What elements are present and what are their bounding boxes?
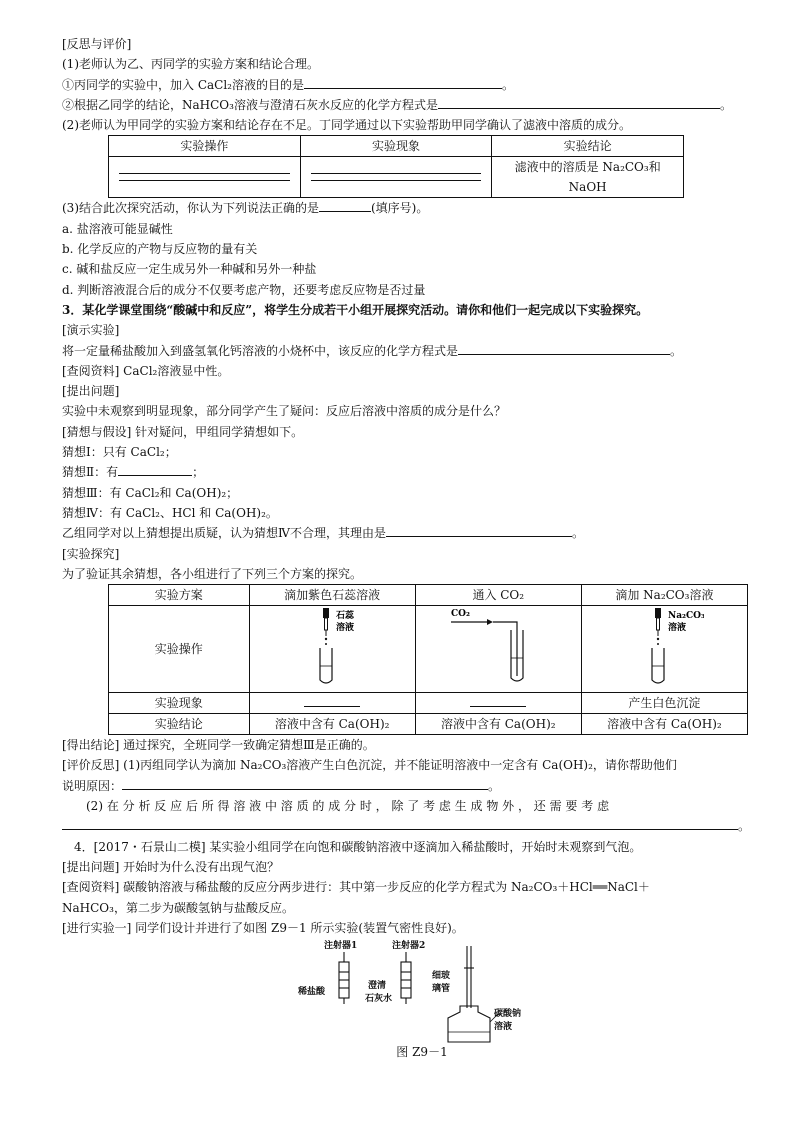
table-cell: 滤液中的溶质是 Na₂CO₃和 NaOH xyxy=(492,157,684,198)
text-line: [进行实验一] 同学们设计并进行了如图 Z9－1 所示实验(装置气密性良好)。 xyxy=(62,920,464,935)
table-header: 实验方案 xyxy=(109,585,250,606)
limewater-label-1: 澄清 xyxy=(368,981,387,992)
worksheet-page xyxy=(62,34,762,1062)
co2-tube-icon xyxy=(443,606,553,686)
text-line: NaHCO₃，第二步为碳酸氢钠与盐酸反应。 xyxy=(62,900,294,915)
answer-cell[interactable] xyxy=(249,693,415,714)
table-cell: 产生白色沉淀 xyxy=(581,693,747,714)
table-header: 滴加紫色石蕊溶液 xyxy=(249,585,415,606)
answer-blank[interactable] xyxy=(386,523,572,537)
question-line: (3)结合此次探究活动，你认为下列说法正确的是 (填序号)。 xyxy=(62,198,762,218)
table-cell: 溶液中含有 Ca(OH)₂ xyxy=(415,714,581,735)
soda-label-1: 碳酸钠 xyxy=(494,1009,522,1020)
text-line: (2) 在 分 析 反 应 后 所 得 溶 液 中 溶 质 的 成 分 时 ， 除 了 考 虑 生 成 物 外 ， 还 需 要 考 虑 xyxy=(86,799,610,814)
section-heading: [提出问题] 开始时为什么没有出现气泡？ xyxy=(62,859,280,874)
table-header: 实验现象 xyxy=(300,136,492,157)
experiment-table-1 xyxy=(108,135,684,198)
limewater-label-2: 石灰水 xyxy=(365,994,393,1005)
section-heading: [实验探究] xyxy=(62,546,120,561)
text-line: [评价反思] (1)丙组同学认为滴加 Na₂CO₃溶液产生白色沉淀，并不能证明溶液中一定含有 Ca(OH)₂，请你帮助他们 xyxy=(62,758,677,773)
dropper-tube-icon xyxy=(624,606,704,686)
table-header: 滴加 Na₂CO₃溶液 xyxy=(581,585,747,606)
figure-caption: 图 Z9－1 xyxy=(396,1045,448,1060)
hypothesis-2: 猜想Ⅱ：有 ； xyxy=(62,462,762,482)
litmus-label-2: 溶液 xyxy=(336,623,355,634)
answer-cell[interactable] xyxy=(415,693,581,714)
hypothesis-1: 猜想Ⅰ：只有 CaCl₂； xyxy=(62,445,177,460)
answer-cell[interactable] xyxy=(109,157,301,198)
answer-blank[interactable] xyxy=(304,75,502,89)
row-label: 实验结论 xyxy=(109,714,250,735)
hypothesis-4: 猜想Ⅳ：有 CaCl₂、HCl 和 Ca(OH)₂。 xyxy=(62,505,278,520)
answer-blank[interactable] xyxy=(438,95,720,109)
tube-label-2: 璃管 xyxy=(432,984,451,995)
soda-label-2: 溶液 xyxy=(494,1022,513,1033)
table-cell: 溶液中含有 Ca(OH)₂ xyxy=(581,714,747,735)
answer-blank[interactable] xyxy=(458,341,670,355)
text-line: (2)老师认为甲同学的实验方案和结论存在不足。丁同学通过以下实验帮助甲同学确认了滤液中溶质的成分。 xyxy=(62,118,632,133)
row-label: 实验操作 xyxy=(109,606,250,693)
experiment-table-2 xyxy=(108,584,748,735)
hypothesis-3: 猜想Ⅲ：有 CaCl₂和 Ca(OH)₂； xyxy=(62,485,239,500)
row-label: 实验现象 xyxy=(109,693,250,714)
syringe2-label: 注射器2 xyxy=(392,941,426,952)
question-line: 将一定量稀盐酸加入到盛氢氧化钙溶液的小烧杯中，该反应的化学方程式是 。 xyxy=(62,341,762,361)
syringe1-label: 注射器1 xyxy=(324,941,358,952)
text-line: 为了验证其余猜想，各小组进行了下列三个方案的探究。 xyxy=(62,566,363,581)
answer-blank[interactable] xyxy=(118,462,192,476)
table-header: 实验操作 xyxy=(109,136,301,157)
section-heading: [提出问题] xyxy=(62,384,120,399)
tube-label-1: 细玻 xyxy=(432,971,451,982)
question-line: ①丙同学的实验中，加入 CaCl₂溶液的目的是 。 xyxy=(62,75,762,95)
text-line: 实验中未观察到明显现象，部分同学产生了疑问：反应后溶液中溶质的成分是什么？ xyxy=(62,404,507,419)
table-cell: 溶液中含有 Ca(OH)₂ xyxy=(249,714,415,735)
text-line: (1)老师认为乙、丙同学的实验方案和结论合理。 xyxy=(62,57,319,72)
na2co3-label-2: 溶液 xyxy=(668,623,687,634)
option-d: d. 判断溶液混合后的成分不仅要考虑产物，还要考虑反应物是否过量 xyxy=(62,282,426,297)
apparatus-litmus xyxy=(249,606,415,693)
litmus-label: 石蕊 xyxy=(336,611,355,622)
answer-blank[interactable] xyxy=(122,776,488,790)
question-4-title: 4．[2017・石景山二模] 某实验小组同学在向饱和碳酸钠溶液中逐滴加入稀盐酸时，开始时未观察到气泡。 xyxy=(74,839,642,854)
apparatus-co2 xyxy=(415,606,581,693)
table-header: 通入 CO₂ xyxy=(415,585,581,606)
answer-blank[interactable] xyxy=(62,816,738,830)
apparatus-na2co3 xyxy=(581,606,747,693)
figure-z9-1 xyxy=(62,938,762,1050)
text-line: [查阅资料] 碳酸钠溶液与稀盐酸的反应分两步进行：其中第一步反应的化学方程式为 Na₂CO₃＋HCl══NaCl＋ xyxy=(62,880,650,895)
question-line: ②根据乙同学的结论，NaHCO₃溶液与澄清石灰水反应的化学方程式是 。 xyxy=(62,95,762,115)
answer-line: 。 xyxy=(62,816,762,836)
answer-cell[interactable] xyxy=(300,157,492,198)
co2-label: CO₂ xyxy=(451,609,471,620)
question-line: 乙组同学对以上猜想提出质疑，认为猜想Ⅳ不合理，其理由是 。 xyxy=(62,523,762,543)
answer-blank[interactable] xyxy=(319,198,371,212)
dropper-tube-icon xyxy=(292,606,372,686)
apparatus-figure xyxy=(62,938,762,1050)
section-heading: [演示实验] xyxy=(62,323,120,338)
question-3-title: 3．某化学课堂围绕“酸碱中和反应”，将学生分成若干小组开展探究活动。请你和他们一起完成以下实验探究。 xyxy=(62,302,649,317)
na2co3-label: Na₂CO₃ xyxy=(668,611,705,622)
option-c: c. 碱和盐反应一定生成另外一种碱和另外一种盐 xyxy=(62,262,317,277)
option-b: b. 化学反应的产物与反应物的量有关 xyxy=(62,242,258,257)
text-line: [猜想与假设] 针对疑问，甲组同学猜想如下。 xyxy=(62,424,304,439)
option-a: a. 盐溶液可能显碱性 xyxy=(62,221,173,236)
question-line: 说明原因： 。 xyxy=(62,776,762,796)
table-header: 实验结论 xyxy=(492,136,684,157)
section-heading: [反思与评价] xyxy=(62,37,132,51)
text-line: [得出结论] 通过探究，全班同学一致确定猜想Ⅲ是正确的。 xyxy=(62,738,375,753)
acid-label: 稀盐酸 xyxy=(298,987,326,998)
text-line: [查阅资料] CaCl₂溶液显中性。 xyxy=(62,363,230,378)
